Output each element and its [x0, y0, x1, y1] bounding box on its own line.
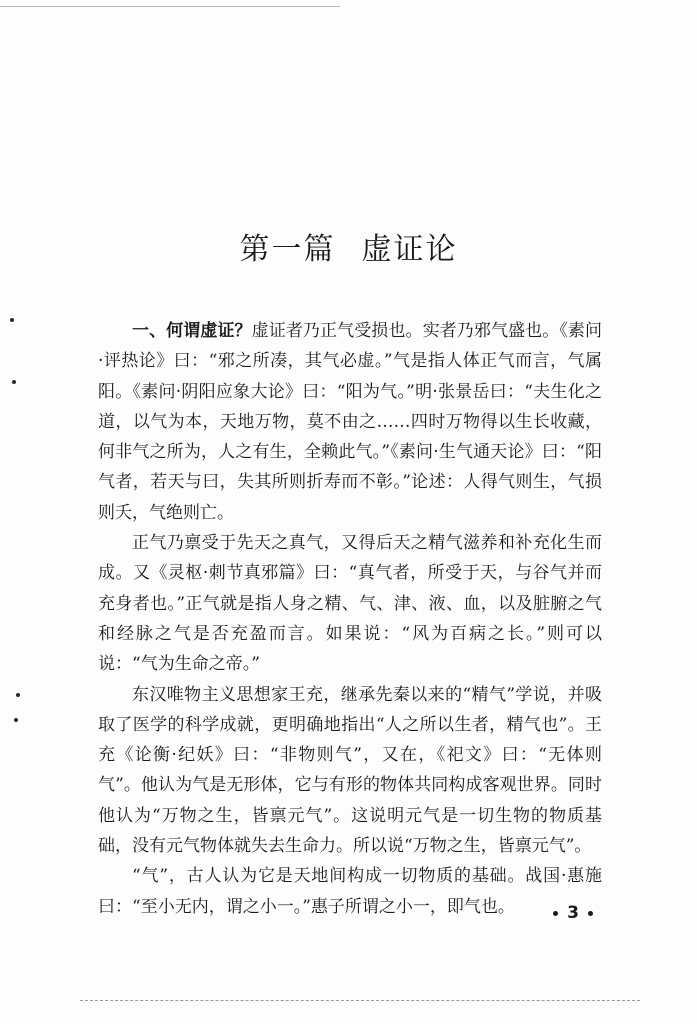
- paragraph-text: 正气乃禀受于先天之真气，又得后天之精气滋养和补充化生而成。又《灵枢·刺节真邪篇》曰：“真气者，所受于天，与谷气并而充身者也。”正气就是指人身之精、气、津、液、血，以及脏腑之气和经脉之气是否充盈而言。如果说：“风为百病之长。”则可以说：“气为生命之帝。”: [98, 533, 602, 675]
- paragraph-text: “气”，古人认为它是天地间构成一切物质的基础。战国·惠施曰：“至小无内，谓之小一。”惠子所谓之小一，即气也。: [98, 866, 602, 917]
- page-number: [0, 903, 602, 923]
- chapter-title-part: 第一篇: [239, 232, 336, 267]
- margin-speck: [10, 318, 14, 322]
- margin-speck: [12, 380, 16, 384]
- paragraph-text: 虚证者乃正气受损也。实者乃邪气盛也。《素问·评热论》曰：“邪之所凑，其气必虚。”气是指人体正气而言，气属阳。《素问·阴阳应象大论》曰：“阳为气。”明·张景岳曰：“夫生化之道，以气为本，天地万物，莫不由之……四时万物得以生长收藏，何非气之所为，人之有生，全赖此气。”《素问·生气通天论》曰：“阳气者，若天与曰，失其所则折寿而不彰。”论述：人得气则生，气损则夭，气绝则亡。: [98, 321, 603, 523]
- paragraph-lead: 一、何谓虚证？: [132, 321, 252, 341]
- bottom-edge-rule: [80, 1000, 640, 1001]
- paragraph-text: 东汉唯物主义思想家王充，继承先秦以来的“精气”学说，并吸取了医学的科学成就，更明确地指出“人之所以生者，精气也”。王充《论衡·纪妖》曰：“非物则气”，又在，《祀文》曰：“无体则气”。他认为气是无形体，它与有形的物体共同构成客观世界。同时他认为“万物之生，皆禀元气”。这说明元气是一切生物的物质基础，没有元气物体就失去生命力。所以说“万物之生，皆禀元气”。: [98, 684, 602, 857]
- bullet-dot-icon: [588, 911, 593, 916]
- paragraph: [98, 528, 602, 679]
- paragraph: [98, 316, 602, 528]
- chapter-title-name: 虚证论: [361, 232, 458, 267]
- paragraph: [98, 680, 602, 862]
- page-number-value: 3: [567, 903, 579, 923]
- bullet-dot-icon: [553, 911, 558, 916]
- margin-speck: [14, 718, 18, 722]
- body-text: [98, 316, 602, 922]
- margin-speck: [16, 693, 20, 697]
- chapter-title: [0, 224, 697, 268]
- top-edge-rule: [0, 6, 340, 7]
